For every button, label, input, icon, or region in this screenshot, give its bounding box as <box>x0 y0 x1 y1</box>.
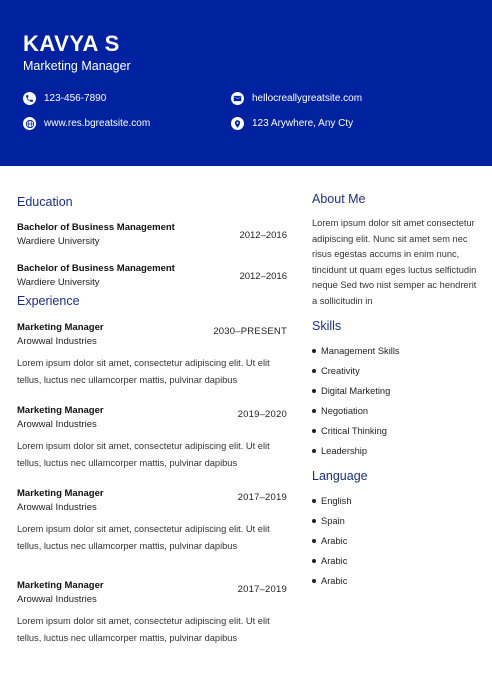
contact-website <box>23 117 150 130</box>
job-title: Marketing Manager <box>17 322 104 333</box>
skills-heading: Skills <box>312 319 342 333</box>
job-title: Marketing Manager <box>17 405 104 416</box>
job-company: Arowwal Industries <box>17 594 97 605</box>
skills-list <box>312 341 400 461</box>
location-pin-icon <box>231 117 244 130</box>
job-description: Lorem ipsum dolor sit amet, consectetur adipiscing elit. Ut elit tellus, luctus nec ullamcorper mattis, pulvinar dapibus <box>17 441 270 468</box>
about-text: Lorem ipsum dolor sit amet consectetur adipiscing elit. Nunc sit amet sem nec risus egestas accums in enim nunc, tincidunt ut quam eges luctus selfictudin neque Sed two nist semper ac hendrerit a sollicitudin in <box>312 218 477 306</box>
skill-item: Digital Marketing <box>312 381 400 401</box>
language-list <box>312 491 352 591</box>
contact-email <box>231 92 362 105</box>
skill-item: Leadership <box>312 441 400 461</box>
skill-item: Creativity <box>312 361 400 381</box>
education-entry <box>17 222 287 247</box>
experience-heading: Experience <box>17 294 80 308</box>
globe-icon <box>23 117 36 130</box>
experience-entry <box>17 322 287 389</box>
experience-entry <box>17 488 287 555</box>
job-years: 2017–2019 <box>237 492 287 503</box>
education-degree: Bachelor of Business Management <box>17 263 175 274</box>
job-years: 2019–2020 <box>237 409 287 420</box>
experience-entry <box>17 405 287 472</box>
language-item: Arabic <box>312 551 352 571</box>
contact-phone-text: 123-456-7890 <box>44 93 107 104</box>
skill-item: Negotiation <box>312 401 400 421</box>
language-heading: Language <box>312 469 368 483</box>
phone-icon <box>23 92 36 105</box>
job-company: Arowwal Industries <box>17 419 97 430</box>
skill-item: Critical Thinking <box>312 421 400 441</box>
contact-email-text: hellocreallygreatsite.com <box>252 93 363 104</box>
candidate-name: KAVYA S <box>23 31 120 56</box>
contact-phone <box>23 92 106 105</box>
contact-website-text: www.res.bgreatsite.com <box>44 118 151 129</box>
language-item: Arabic <box>312 571 352 591</box>
job-years: 2017–2019 <box>237 584 287 595</box>
education-entry <box>17 263 287 288</box>
education-school: Wardiere University <box>17 277 100 288</box>
education-degree: Bachelor of Business Management <box>17 222 175 233</box>
contact-address-text: 123 Arywhere, Any Cty <box>252 118 354 129</box>
about-heading: About Me <box>312 192 366 206</box>
skill-item: Management Skills <box>312 341 400 361</box>
job-title: Marketing Manager <box>17 488 104 499</box>
job-company: Arowwal Industries <box>17 336 97 347</box>
education-school: Wardiere University <box>17 236 100 247</box>
candidate-role: Marketing Manager <box>23 59 131 73</box>
mail-icon <box>231 92 244 105</box>
job-years: 2030–PRESENT <box>213 326 287 337</box>
job-description: Lorem ipsum dolor sit amet, consectetur adipiscing elit. Ut elit tellus, luctus nec ullamcorper mattis, pulvinar dapibus <box>17 358 270 385</box>
education-years: 2012–2016 <box>239 230 287 241</box>
job-company: Arowwal Industries <box>17 502 97 513</box>
experience-entry <box>17 580 287 647</box>
language-item: Arabic <box>312 531 352 551</box>
header-banner <box>0 0 492 166</box>
job-description: Lorem ipsum dolor sit amet, consectetur adipiscing elit. Ut elit tellus, luctus nec ullamcorper mattis, pulvinar dapibus <box>17 616 270 643</box>
education-years: 2012–2016 <box>239 271 287 282</box>
education-heading: Education <box>17 195 73 209</box>
language-item: English <box>312 491 352 511</box>
job-title: Marketing Manager <box>17 580 104 591</box>
contact-address <box>231 117 353 130</box>
language-item: Spain <box>312 511 352 531</box>
job-description: Lorem ipsum dolor sit amet, consectetur adipiscing elit. Ut elit tellus, luctus nec ullamcorper mattis, pulvinar dapibus <box>17 524 270 551</box>
